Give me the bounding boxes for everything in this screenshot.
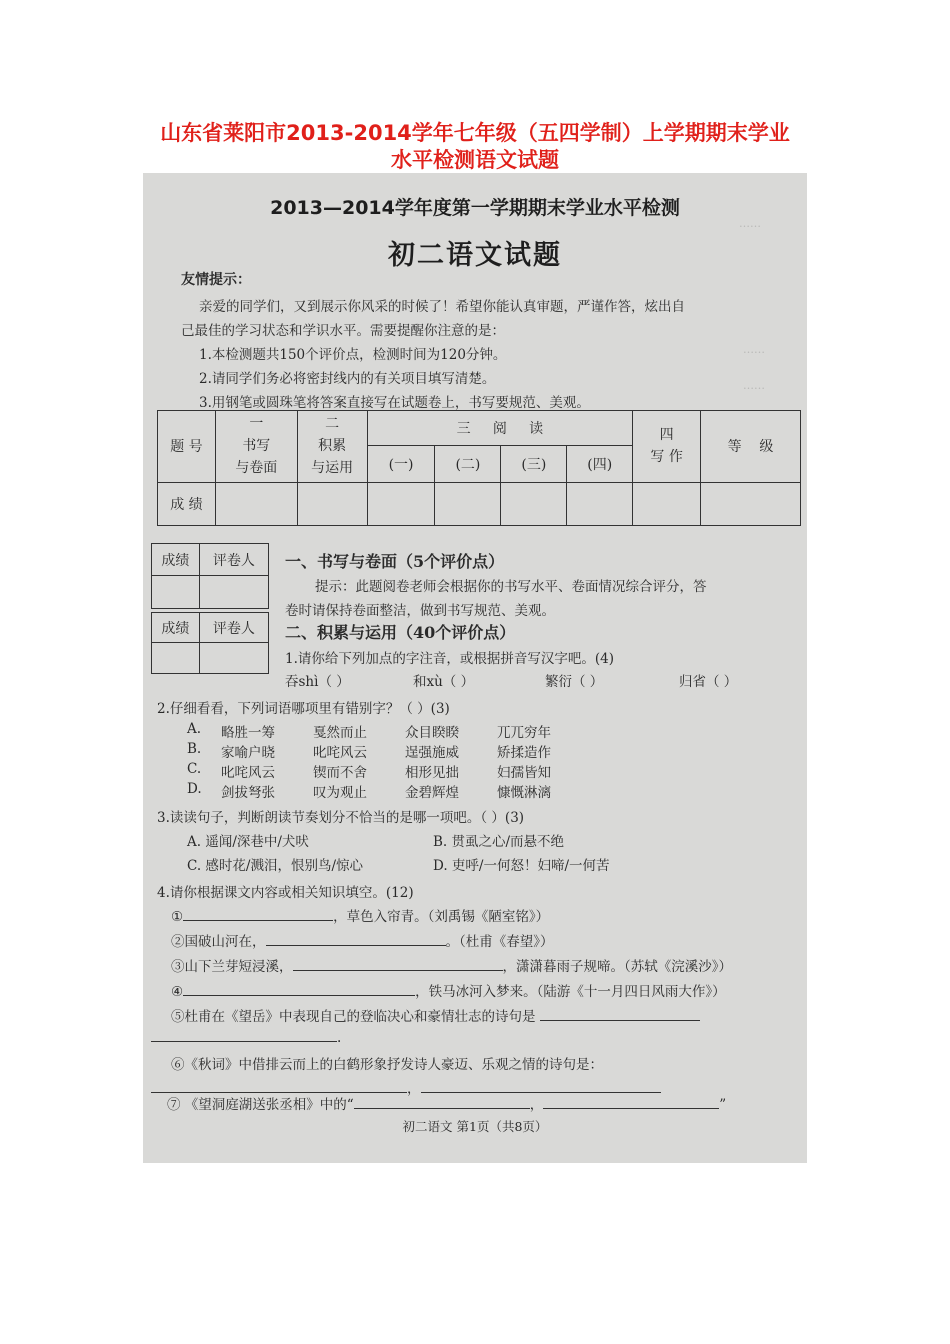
option-word: 妇孺皆知 [497, 765, 551, 781]
comma-mark: ， [407, 1081, 421, 1097]
option-letter: C. [187, 761, 202, 777]
answer-blank[interactable] [266, 933, 446, 946]
col-accumulation [297, 411, 367, 483]
question-1-item: 吞shì（ ） [285, 674, 350, 690]
reminder-line: 3.用钢笔或圆珠笔将答案直接写在试题卷上，书写要规范、美观。 [199, 395, 590, 411]
grader-box-2 [151, 612, 269, 674]
option-word: 金碧辉煌 [405, 785, 459, 801]
col-writing [215, 411, 297, 483]
document-title-line-1: 山东省莱阳市2013-2014学年七年级（五四学制）上学期期末学业 [160, 121, 790, 145]
option-word: 叱咤风云 [221, 765, 275, 781]
option-word: 相形见拙 [405, 765, 459, 781]
fill-item-6: ⑥《秋词》中借排云而上的白鹤形象抒发诗人豪迈、乐观之情的诗句是： [171, 1057, 603, 1073]
col-writing-name: 书写 与卷面 [235, 438, 278, 477]
grader-score-cell[interactable] [152, 576, 200, 609]
answer-blank[interactable] [293, 958, 503, 971]
question-2: 2.仔细看看，下列词语哪项里有错别字？（ ）(3) [157, 701, 450, 717]
grader-score-label: 成绩 [152, 613, 200, 643]
option-letter: D. [187, 781, 202, 797]
bleed-through-mark: …… [739, 217, 761, 230]
grader-name-cell[interactable] [199, 643, 268, 674]
fill-item-4 [171, 980, 726, 1000]
question-3: 3.读读句子，判断朗读节奏划分不恰当的是哪一项吧。（ ）(3) [157, 810, 525, 826]
section-1-hint: 提示：此题阅卷老师会根据你的书写水平、卷面情况综合评分，答 [315, 579, 707, 595]
reminder-line: 2.请同学们务必将密封线内的有关项目填写清楚。 [199, 371, 496, 387]
page-footer: 初二语文 第1页（共8页） [402, 1119, 548, 1134]
col-reading-3: (三) [501, 445, 567, 482]
option-word: 矫揉造作 [497, 745, 551, 761]
col-title-cell: 题 号 [158, 411, 216, 483]
answer-blank[interactable] [421, 1080, 661, 1093]
option-word: 众目睽睽 [405, 725, 459, 741]
option-word: 戛然而止 [313, 725, 367, 741]
option-word: 剑拔弩张 [221, 785, 275, 801]
col-accumulation-num: 二 [325, 416, 340, 433]
bleed-through-mark: …… [743, 379, 765, 392]
col-composition [633, 411, 701, 483]
col-reading-4: (四) [567, 445, 633, 482]
score-cell[interactable] [633, 482, 701, 525]
answer-blank[interactable] [540, 1008, 700, 1021]
answer-blank[interactable] [151, 1080, 407, 1093]
option-letter: B. [187, 741, 202, 757]
col-accumulation-name: 积累 与运用 [311, 438, 354, 477]
grader-name-label: 评卷人 [199, 613, 268, 643]
question-3-option: D. 吏呼/一何怒！妇啼/一何苦 [433, 858, 610, 874]
question-1: 1.请你给下列加点的字注音，或根据拼音写汉字吧。(4) [285, 651, 615, 667]
option-word: 叹为观止 [313, 785, 367, 801]
answer-blank[interactable] [183, 908, 333, 921]
reminder-line: 己最佳的学习状态和学识水平。需要提醒你注意的是： [181, 323, 505, 339]
option-word: 叱咤风云 [313, 745, 367, 761]
option-word: 慷慨淋漓 [497, 785, 551, 801]
fill-item-2 [171, 930, 554, 950]
document-title-line-2: 水平检测语文试题 [391, 148, 559, 172]
question-1-item: 和xù（ ） [413, 674, 475, 690]
answer-blank[interactable] [151, 1029, 337, 1042]
fill-item-3 [171, 955, 732, 975]
grader-score-cell[interactable] [152, 643, 200, 674]
col-composition-name: 写 作 [650, 449, 683, 466]
option-word: 逞强施威 [405, 745, 459, 761]
score-cell[interactable] [215, 482, 297, 525]
section-1-hint: 卷时请保持卷面整洁，做到书写规范、美观。 [285, 603, 555, 619]
fill-item-5-cont [151, 1029, 341, 1046]
col-reading-1: (一) [367, 445, 435, 482]
fill-item-4-text: ，铁马冰河入梦来。（陆游《十一月四日风雨大作》） [415, 984, 726, 1000]
option-word: 锲而不舍 [313, 765, 367, 781]
row-score-label: 成 绩 [158, 482, 216, 525]
option-word: 略胜一筹 [221, 725, 275, 741]
question-4: 4.请你根据课文内容或相关知识填空。(12) [157, 885, 414, 901]
grader-score-label: 成绩 [152, 544, 200, 576]
fill-item-1 [171, 905, 549, 925]
score-cell[interactable] [435, 482, 501, 525]
answer-blank[interactable] [183, 983, 415, 996]
question-3-option: A. 遥闻/深巷中/犬吠 [187, 834, 309, 850]
score-cell[interactable] [367, 482, 435, 525]
comma-mark: ， [529, 1097, 544, 1113]
fill-item-7 [167, 1093, 726, 1113]
fill-item-1-num: ① [171, 909, 184, 925]
period-mark: . [337, 1030, 342, 1046]
section-1-title: 一、书写与卷面（5个评价点） [285, 552, 505, 571]
fill-item-7-close: ” [719, 1097, 727, 1113]
fill-item-3-source: ，潇潇暮雨子规啼。（苏轼《浣溪沙》） [502, 959, 732, 975]
answer-blank[interactable] [354, 1096, 530, 1109]
fill-item-2-source: 。（杜甫《春望》） [445, 934, 554, 950]
score-cell[interactable] [501, 482, 567, 525]
fill-item-2-text: ②国破山河在， [171, 934, 266, 950]
section-2-title: 二、积累与运用（40个评价点） [285, 623, 516, 642]
fill-item-3-text: ③山下兰芽短浸溪， [171, 959, 293, 975]
grader-name-cell[interactable] [199, 576, 268, 609]
fill-item-7-text: ⑦ 《望洞庭湖送张丞相》中的“ [167, 1097, 354, 1113]
score-cell[interactable] [701, 482, 801, 525]
question-1-item: 繁衍（ ） [545, 674, 604, 690]
exam-header: 2013—2014学年度第一学期期末学业水平检测 [270, 197, 680, 219]
option-word: 兀兀穷年 [497, 725, 551, 741]
exam-subject: 初二语文试题 [388, 240, 562, 271]
fill-item-4-num: ④ [171, 984, 184, 1000]
col-grade: 等 级 [701, 411, 801, 483]
fill-item-5 [171, 1005, 700, 1025]
bleed-through-mark: …… [743, 343, 765, 356]
reminder-line: 亲爱的同学们，又到展示你风采的时候了！希望你能认真审题，严谨作答，炫出自 [199, 299, 685, 315]
col-composition-num: 四 [659, 427, 674, 444]
option-word: 家喻户晓 [221, 745, 275, 761]
col-writing-num: 一 [249, 416, 264, 433]
question-3-option: C. 感时花/溅泪，恨别鸟/惊心 [187, 858, 364, 874]
question-3-option: B. 贯虱之心/而悬不绝 [433, 834, 565, 850]
col-reading-2: (二) [435, 445, 501, 482]
option-letter: A. [187, 721, 202, 737]
fill-item-1-text: ，草色入帘青。（刘禹锡《陋室铭》） [333, 909, 550, 925]
fill-item-5-text: ⑤杜甫在《望岳》中表现自己的登临决心和豪情壮志的诗句是 [171, 1009, 536, 1025]
question-1-item: 归省（ ） [679, 674, 738, 690]
grader-name-label: 评卷人 [199, 544, 268, 576]
reminder-title: 友情提示： [181, 272, 251, 288]
answer-blank[interactable] [543, 1096, 719, 1109]
col-reading-group: 三 阅 读 [367, 411, 633, 446]
reminder-line: 1.本检测题共150个评价点，检测时间为120分钟。 [199, 347, 507, 363]
score-cell[interactable] [567, 482, 633, 525]
score-cell[interactable] [297, 482, 367, 525]
exam-photo [143, 173, 807, 1163]
grader-box-1 [151, 543, 269, 609]
score-table [157, 410, 801, 526]
document-title [0, 120, 950, 174]
